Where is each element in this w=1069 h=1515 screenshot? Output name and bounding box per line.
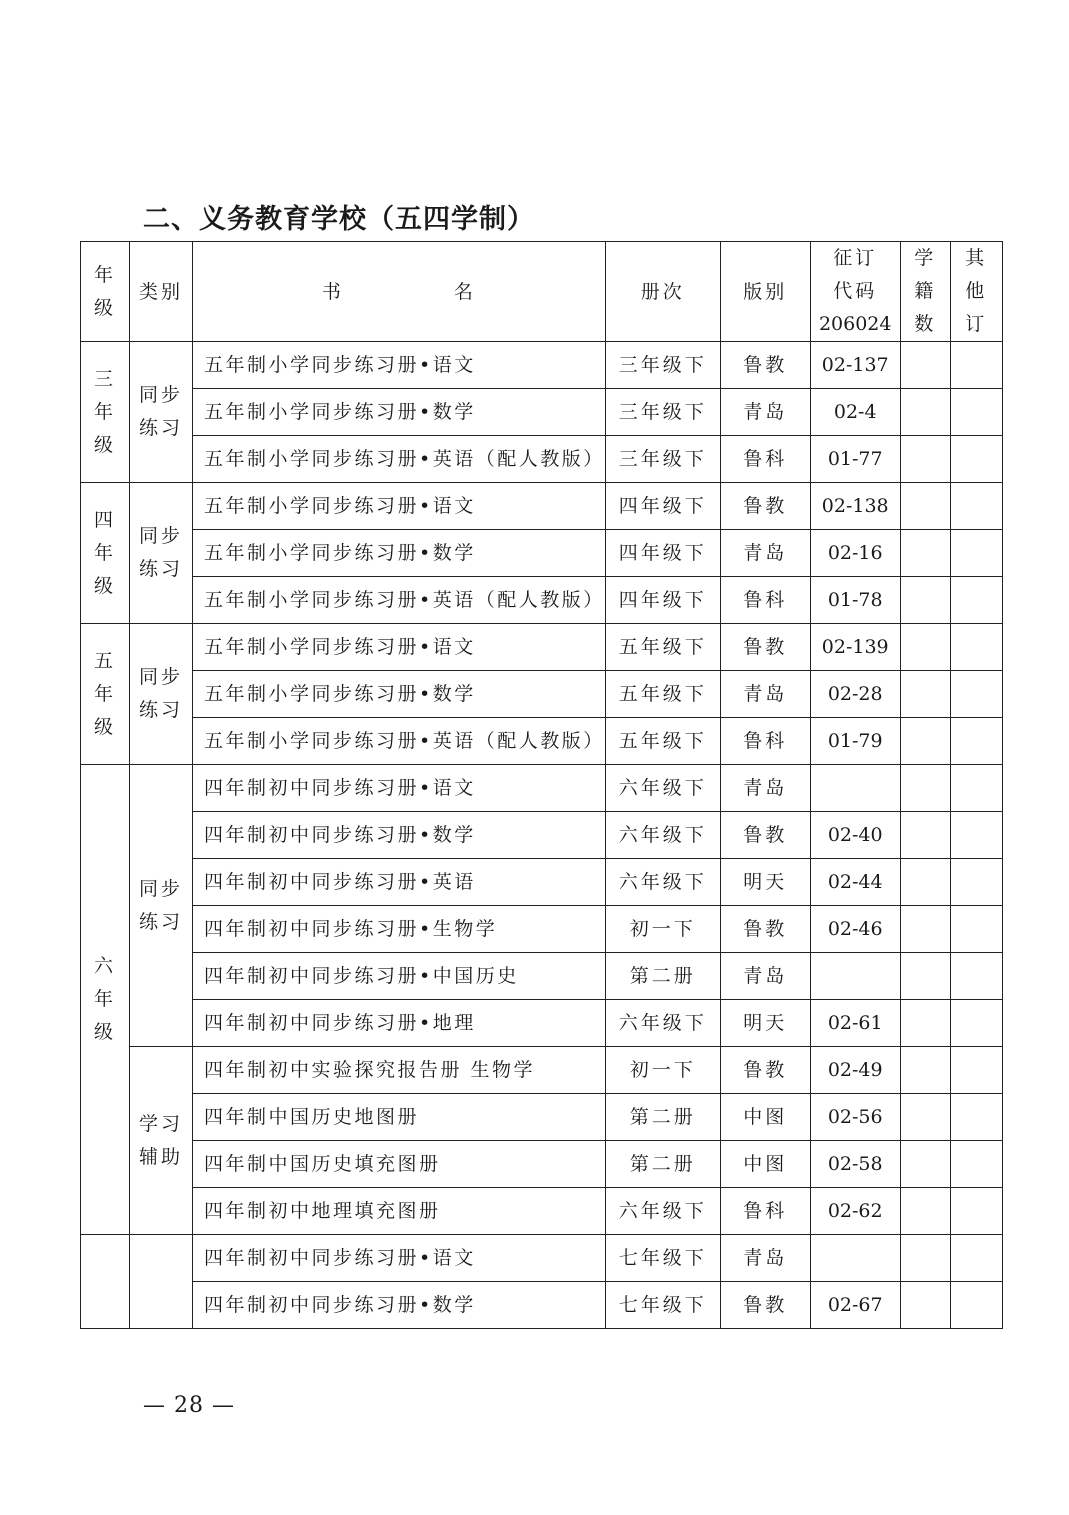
order-code-cell: 01-78 (810, 577, 900, 624)
category-cell (130, 765, 193, 1047)
edition-cell: 鲁科 (720, 436, 810, 483)
enrollment-count-cell (900, 953, 950, 1000)
book-name-cell: 五年制小学同步练习册•英语（配人教版） (193, 718, 606, 765)
enrollment-count-cell (900, 624, 950, 671)
enrollment-count-cell (900, 342, 950, 389)
header-row (81, 242, 1003, 342)
book-name-cell: 四年制初中地理填充图册 (193, 1188, 606, 1235)
edition-cell: 青岛 (720, 953, 810, 1000)
book-name-cell: 四年制初中同步练习册•中国历史 (193, 953, 606, 1000)
book-name-cell: 五年制小学同步练习册•数学 (193, 389, 606, 436)
other-order-cell (950, 342, 1002, 389)
table-row (81, 436, 1003, 483)
volume-cell: 七年级下 (605, 1235, 720, 1282)
enrollment-count-cell (900, 1047, 950, 1094)
other-order-cell (950, 1141, 1002, 1188)
volume-cell: 初一下 (605, 1047, 720, 1094)
category-cell (130, 1235, 193, 1329)
enrollment-count-cell (900, 1094, 950, 1141)
volume-cell: 三年级下 (605, 436, 720, 483)
other-order-cell (950, 953, 1002, 1000)
table-row (81, 577, 1003, 624)
volume-cell: 四年级下 (605, 577, 720, 624)
book-name-cell: 四年制初中同步练习册•语文 (193, 765, 606, 812)
grade-cell (81, 483, 130, 624)
edition-cell: 鲁教 (720, 483, 810, 530)
volume-cell: 五年级下 (605, 671, 720, 718)
order-code-cell: 01-79 (810, 718, 900, 765)
category-cell-char: 练习 (138, 699, 183, 721)
order-code-cell: 02-4 (810, 389, 900, 436)
table-row (81, 1235, 1003, 1282)
volume-cell: 第二册 (605, 953, 720, 1000)
book-name-cell: 五年制小学同步练习册•英语（配人教版） (193, 577, 606, 624)
category-cell-char: 练习 (138, 558, 183, 580)
other-order-cell (950, 1188, 1002, 1235)
table-row (81, 718, 1003, 765)
header-other (950, 242, 1002, 342)
edition-cell: 青岛 (720, 765, 810, 812)
volume-cell: 三年级下 (605, 389, 720, 436)
grade-cell-char: 级 (93, 1021, 116, 1043)
book-name-cell: 四年制中国历史地图册 (193, 1094, 606, 1141)
order-code-cell: 02-40 (810, 812, 900, 859)
book-name-cell: 四年制初中同步练习册•地理 (193, 1000, 606, 1047)
edition-cell: 青岛 (720, 530, 810, 577)
header-enrollment (900, 242, 950, 342)
enrollment-count-cell (900, 389, 950, 436)
edition-cell: 鲁教 (720, 906, 810, 953)
edition-cell: 中图 (720, 1141, 810, 1188)
volume-cell: 五年级下 (605, 718, 720, 765)
book-name-cell: 五年制小学同步练习册•语文 (193, 342, 606, 389)
header-code-line: 征订 (833, 247, 878, 269)
enrollment-count-cell (900, 1000, 950, 1047)
order-code-cell: 02-137 (810, 342, 900, 389)
table-row (81, 389, 1003, 436)
order-code-cell: 02-46 (810, 906, 900, 953)
other-order-cell (950, 1000, 1002, 1047)
edition-cell: 中图 (720, 1094, 810, 1141)
enrollment-count-cell (900, 671, 950, 718)
order-code-cell: 01-77 (810, 436, 900, 483)
grade-cell (81, 624, 130, 765)
grade-cell (81, 1235, 130, 1329)
header-grade-line: 级 (93, 296, 116, 319)
table-row (81, 953, 1003, 1000)
edition-cell: 鲁教 (720, 812, 810, 859)
header-volume: 册次 (605, 242, 720, 342)
table-row (81, 1047, 1003, 1094)
book-name-cell: 四年制中国历史填充图册 (193, 1141, 606, 1188)
grade-cell (81, 342, 130, 483)
edition-cell: 青岛 (720, 389, 810, 436)
section-title: 二、义务教育学校（五四学制） (143, 204, 535, 235)
other-order-cell (950, 812, 1002, 859)
table-row (81, 906, 1003, 953)
enrollment-count-cell (900, 859, 950, 906)
category-cell-char: 同步 (138, 666, 183, 688)
order-code-cell: 02-61 (810, 1000, 900, 1047)
table-row (81, 1188, 1003, 1235)
table-row (81, 1000, 1003, 1047)
enrollment-count-cell (900, 765, 950, 812)
category-cell (130, 624, 193, 765)
book-name-cell: 四年制初中同步练习册•数学 (193, 1282, 606, 1329)
category-cell (130, 483, 193, 624)
volume-cell: 初一下 (605, 906, 720, 953)
order-code-cell (810, 765, 900, 812)
volume-cell: 第二册 (605, 1094, 720, 1141)
enrollment-count-cell (900, 906, 950, 953)
edition-cell: 鲁科 (720, 718, 810, 765)
enrollment-count-cell (900, 1188, 950, 1235)
edition-cell: 鲁教 (720, 342, 810, 389)
other-order-cell (950, 1094, 1002, 1141)
header-enrollment-line: 数 (914, 313, 937, 335)
header-enrollment-line: 籍 (914, 280, 937, 302)
category-cell-char: 同步 (138, 877, 183, 900)
table-row (81, 671, 1003, 718)
category-cell-char: 辅助 (138, 1145, 183, 1168)
grade-cell-char: 级 (93, 715, 116, 738)
enrollment-count-cell (900, 1282, 950, 1329)
book-name-cell: 四年制初中实验探究报告册 生物学 (193, 1047, 606, 1094)
order-code-cell: 02-139 (810, 624, 900, 671)
table-row (81, 624, 1003, 671)
category-cell (130, 342, 193, 483)
enrollment-count-cell (900, 718, 950, 765)
enrollment-count-cell (900, 1141, 950, 1188)
other-order-cell (950, 389, 1002, 436)
enrollment-count-cell (900, 1235, 950, 1282)
volume-cell: 六年级下 (605, 859, 720, 906)
grade-cell-char: 年 (93, 988, 116, 1010)
edition-cell: 鲁科 (720, 577, 810, 624)
table-row (81, 812, 1003, 859)
category-cell-char: 同步 (138, 525, 183, 547)
other-order-cell (950, 718, 1002, 765)
category-cell (130, 1047, 193, 1235)
book-name-cell: 五年制小学同步练习册•数学 (193, 530, 606, 577)
grade-cell-char: 级 (93, 574, 116, 597)
grade-cell-char: 六 (93, 955, 116, 977)
header-other-line: 其 (965, 247, 988, 269)
category-cell-char: 练习 (138, 417, 183, 439)
enrollment-count-cell (900, 577, 950, 624)
book-name-cell: 四年制初中同步练习册•数学 (193, 812, 606, 859)
grade-cell-char: 五 (93, 649, 116, 672)
enrollment-count-cell (900, 483, 950, 530)
grade-cell-char: 四 (93, 508, 116, 531)
grade-cell (81, 765, 130, 1235)
order-code-cell: 02-67 (810, 1282, 900, 1329)
edition-cell: 鲁教 (720, 624, 810, 671)
other-order-cell (950, 624, 1002, 671)
textbook-table (80, 241, 1003, 1329)
edition-cell: 鲁科 (720, 1188, 810, 1235)
order-code-cell: 02-16 (810, 530, 900, 577)
other-order-cell (950, 765, 1002, 812)
book-name-cell: 四年制初中同步练习册•英语 (193, 859, 606, 906)
table-row (81, 765, 1003, 812)
order-code-cell (810, 1235, 900, 1282)
order-code-cell: 02-62 (810, 1188, 900, 1235)
other-order-cell (950, 436, 1002, 483)
table-row (81, 1282, 1003, 1329)
header-code-line: 代码 (833, 280, 878, 302)
header-grade (81, 242, 130, 342)
table-row (81, 1141, 1003, 1188)
table-row (81, 530, 1003, 577)
header-other-line: 订 (965, 313, 988, 335)
grade-cell-char: 三 (93, 367, 116, 390)
table-row (81, 859, 1003, 906)
edition-cell: 青岛 (720, 1235, 810, 1282)
other-order-cell (950, 859, 1002, 906)
volume-cell: 六年级下 (605, 765, 720, 812)
book-name-cell: 五年制小学同步练习册•英语（配人教版） (193, 436, 606, 483)
header-category: 类别 (130, 242, 193, 342)
grade-cell-char: 年 (93, 400, 116, 423)
header-enrollment-line: 学 (914, 247, 937, 269)
order-code-cell (810, 953, 900, 1000)
volume-cell: 五年级下 (605, 624, 720, 671)
volume-cell: 第二册 (605, 1141, 720, 1188)
volume-cell: 六年级下 (605, 1000, 720, 1047)
volume-cell: 六年级下 (605, 812, 720, 859)
other-order-cell (950, 1047, 1002, 1094)
header-code (810, 242, 900, 342)
book-name-cell: 五年制小学同步练习册•数学 (193, 671, 606, 718)
header-grade-line: 年 (93, 263, 116, 286)
volume-cell: 七年级下 (605, 1282, 720, 1329)
order-code-cell: 02-58 (810, 1141, 900, 1188)
other-order-cell (950, 671, 1002, 718)
header-other-line: 他 (965, 280, 988, 302)
table-row (81, 1094, 1003, 1141)
header-code-line: 206024 (818, 313, 892, 335)
order-code-cell: 02-56 (810, 1094, 900, 1141)
edition-cell: 鲁教 (720, 1282, 810, 1329)
order-code-cell: 02-49 (810, 1047, 900, 1094)
other-order-cell (950, 577, 1002, 624)
volume-cell: 四年级下 (605, 483, 720, 530)
edition-cell: 鲁教 (720, 1047, 810, 1094)
page-number: — 28 — (143, 1393, 235, 1418)
book-name-cell: 五年制小学同步练习册•语文 (193, 624, 606, 671)
book-name-cell: 五年制小学同步练习册•语文 (193, 483, 606, 530)
edition-cell: 明天 (720, 1000, 810, 1047)
grade-cell-char: 年 (93, 682, 116, 705)
table-row (81, 342, 1003, 389)
edition-cell: 青岛 (720, 671, 810, 718)
order-code-cell: 02-44 (810, 859, 900, 906)
volume-cell: 三年级下 (605, 342, 720, 389)
order-code-cell: 02-138 (810, 483, 900, 530)
grade-cell-char: 年 (93, 541, 116, 564)
volume-cell: 四年级下 (605, 530, 720, 577)
header-edition: 版别 (720, 242, 810, 342)
category-cell-char: 同步 (138, 384, 183, 406)
grade-cell-char: 级 (93, 433, 116, 456)
table-row (81, 483, 1003, 530)
other-order-cell (950, 1282, 1002, 1329)
other-order-cell (950, 530, 1002, 577)
header-book-name: 书 名 (193, 242, 606, 342)
book-name-cell: 四年制初中同步练习册•生物学 (193, 906, 606, 953)
other-order-cell (950, 1235, 1002, 1282)
order-code-cell: 02-28 (810, 671, 900, 718)
category-cell-char: 学习 (138, 1112, 183, 1135)
volume-cell: 六年级下 (605, 1188, 720, 1235)
enrollment-count-cell (900, 530, 950, 577)
category-cell-char: 练习 (138, 910, 183, 933)
other-order-cell (950, 906, 1002, 953)
enrollment-count-cell (900, 812, 950, 859)
book-name-cell: 四年制初中同步练习册•语文 (193, 1235, 606, 1282)
edition-cell: 明天 (720, 859, 810, 906)
enrollment-count-cell (900, 436, 950, 483)
other-order-cell (950, 483, 1002, 530)
